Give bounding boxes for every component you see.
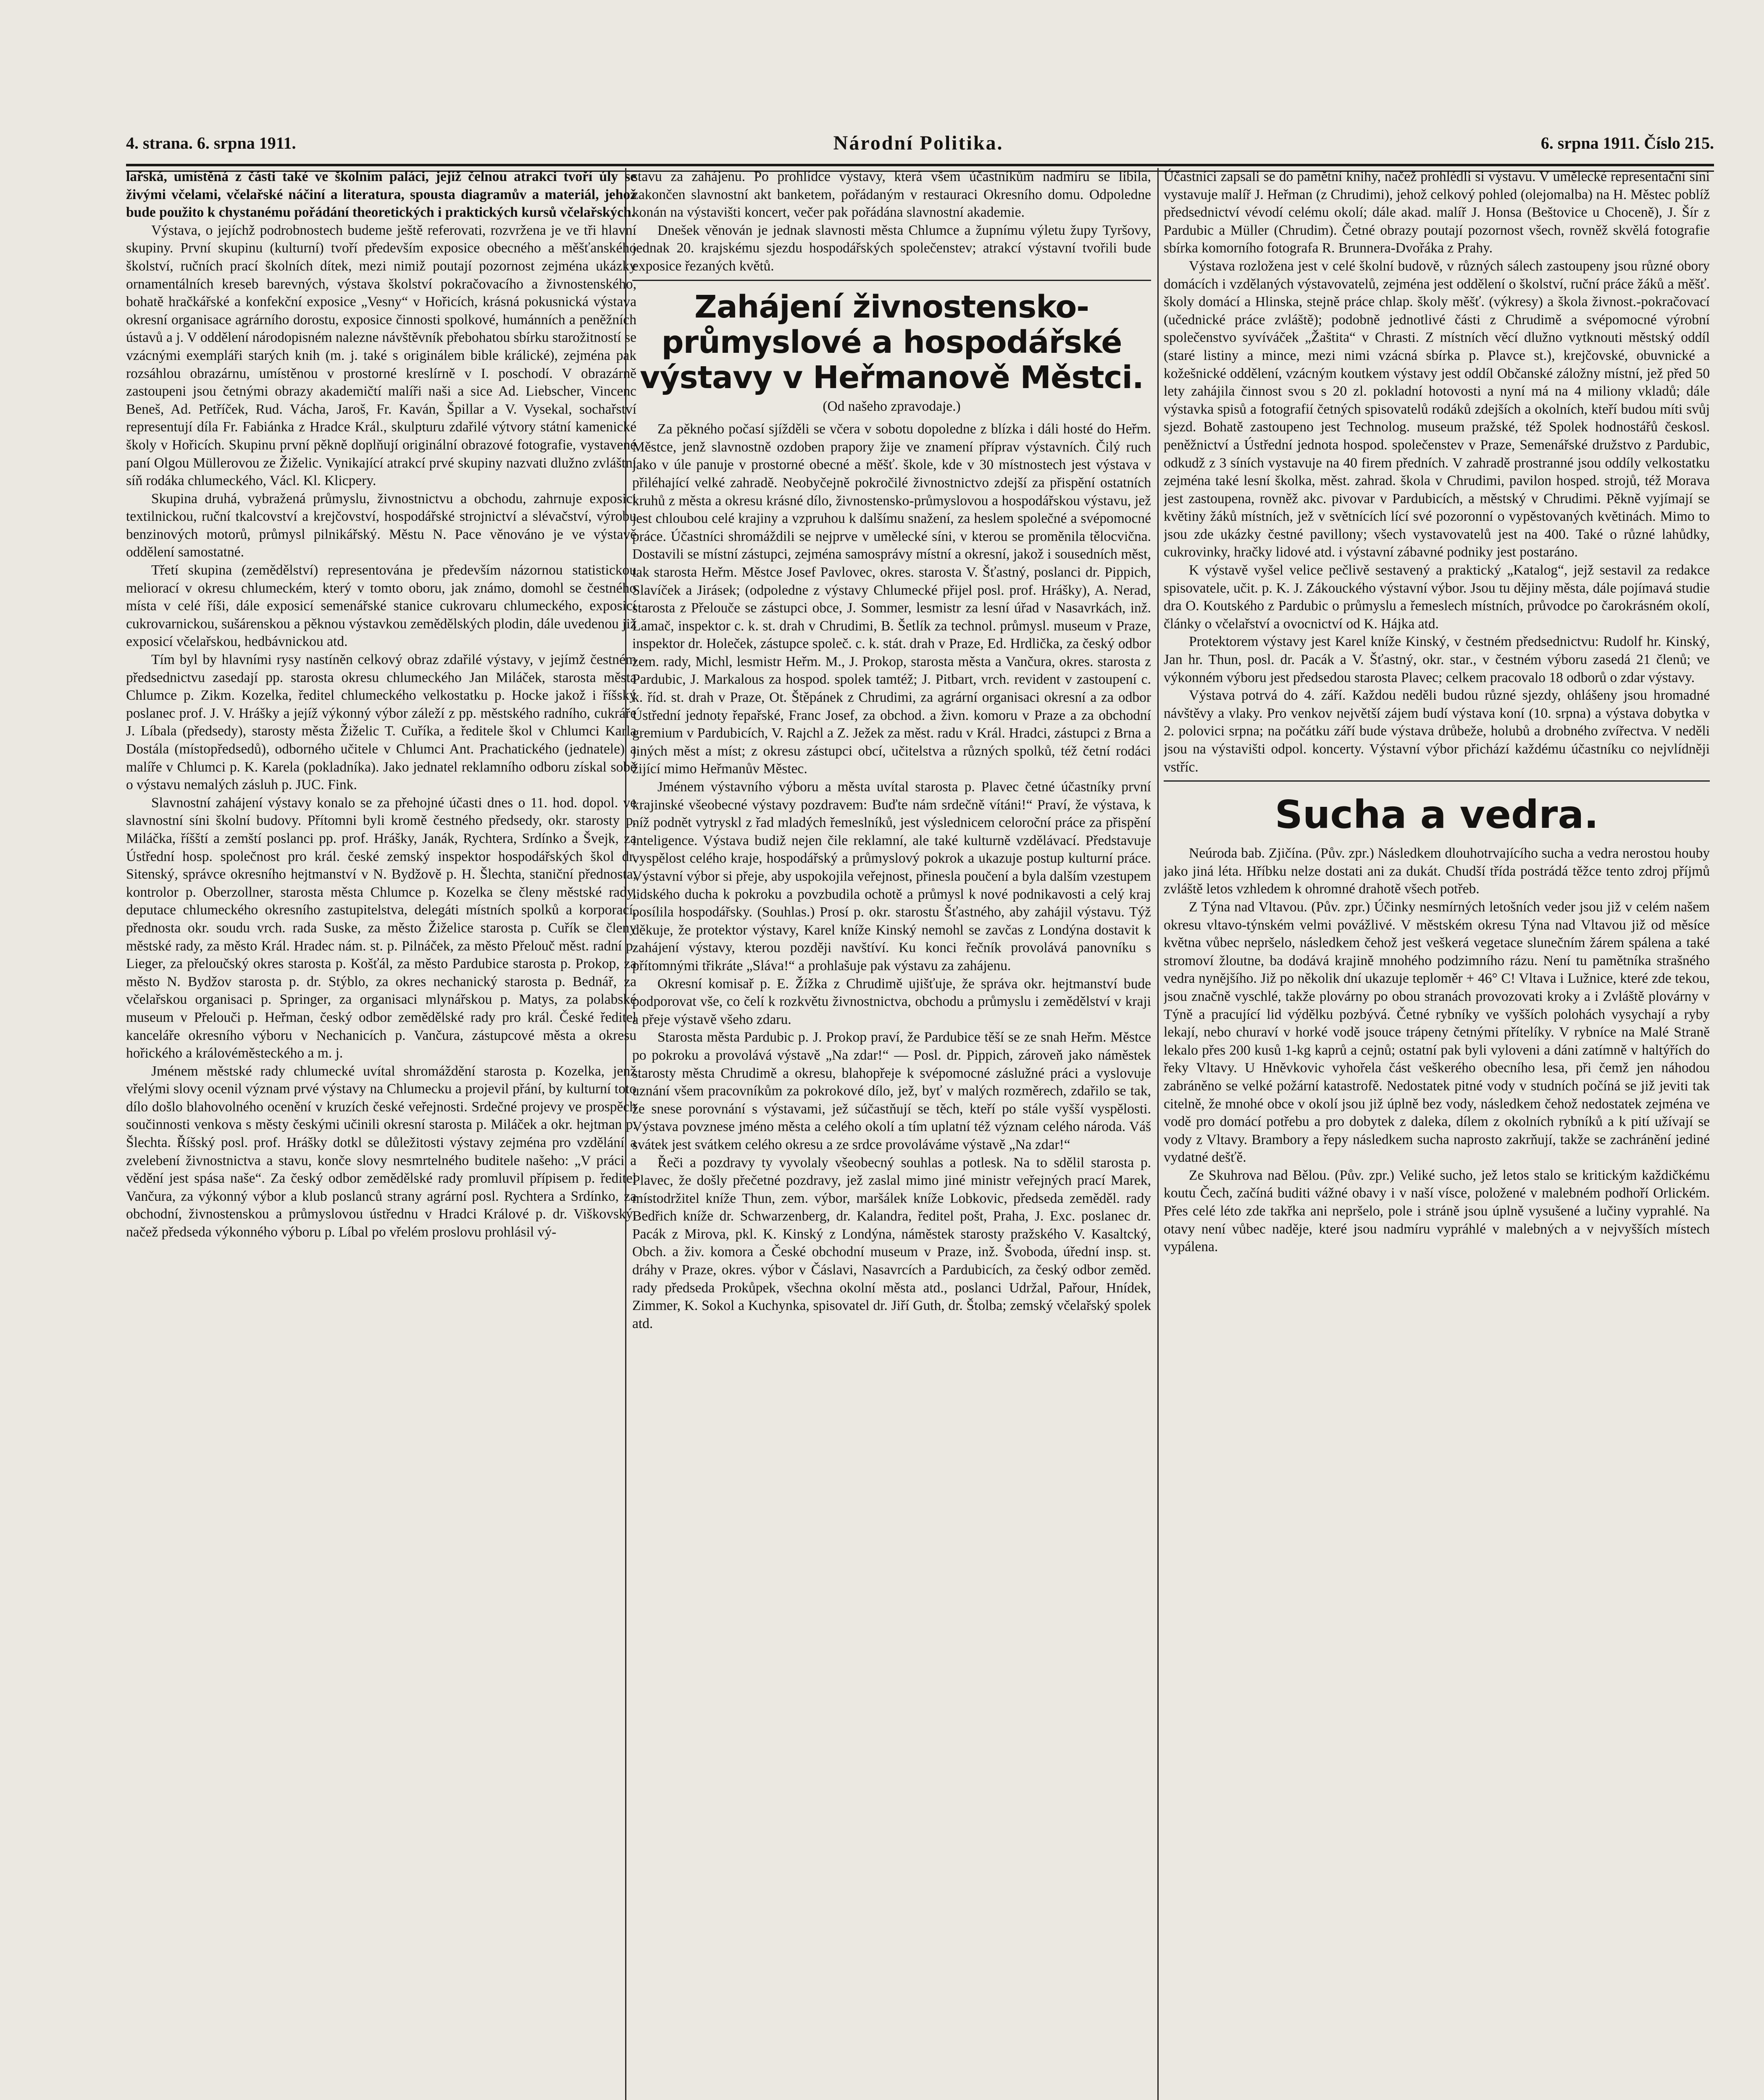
article-paragraph: Výstava rozložena jest v celé školní budově, v různých sálech zastoupeny jsou různé obory domácích i vzdělaných výstavovatelů, zejména jest oddělení o školství, ruční práce žáků a měšť. školy domácí a Hlinska, stejně práce chlap. školy měšť. (výkresy) a škola živnost.-pokračovací (učednické práce zvláště); podobně jednotlivé části z Chrudimě a svépomocné výrobní společenstvo syvíváček „Žaštita“ v Chrasti. Z místních věcí dlužno vytknouti městský oddíl (staré listiny a mince, mezi nimi vzácná sbírka p. Plavce st.), krejčovské, obuvnické a kožešnické oddělení, vzácným koutkem výstavy jest oddíl Občanské záložny místní, jež před 50 lety zahájila činnost svou s 20 zl. pokladní hotovosti a nyní má na 4 miliony vkladů; dále výstavka spisů a fotografií četných spisovatelů rodáků zdejších a okolních, kteří budou míti svůj sjezd. Bohatě zastoupeno jest Technolog. museum pražské, též Spolek hodnostářů českosl. peněžnictví a Ústřední jednota hospod. společenstev v Praze, Semenářské družstvo z Pardubic, odkudž z 3 síních vystavuje na 40 firem předních. V zahradě prostranné jsou oddíly velkostatku zejména také lesní školka, měst. zahrad. škola v Chrudimi, pavilon hosped. strojů, též Morava jest zastoupena, rovněž akc. pivovar v Pardubicích, a městský v Chrudimi. Pěkně vyjímají se květiny žáků místních, jež v světnících lící své pozoronní o vypěstovaných květinách. Mimo to jsou zde ukázky čestné pavillony; všech vystavovatelů jest na 400. Také o různé lahůdky, cukrovinky, hračky lidové atd. i výstavní zábavné podniky jest postaráno. [1164,258,1710,560]
column-divider [1157,168,1159,2100]
article-paragraph: Dnešek věnován je jednak slavnosti města Chlumce a župnímu výletu župy Tyršovy, jednak 20. krajskému sjezdu hospodářských společenstev; atrakcí výstavní tvořili bude exposice řezaných květů. [632,222,1151,274]
article-paragraph: Okresní komisař p. E. Žížka z Chrudimě ujišťuje, že správa okr. hejtmanství bude podporovat vše, co čelí k rozkvětu živnostnictva, obchodu a průmyslu i zemědělství v kraji a přeje výstavě všeho zdaru. [632,976,1151,1027]
article-paragraph: K výstavě vyšel velice pečlivě sestavený a praktický „Katalog“, jejž sestavil za redakce spisovatele, učit. p. K. J. Zákouckého výstavní výbor. Jsou tu dějiny města, dále pojímavá studie dra O. Koutského z Pardubic o průmyslu a řemeslech místních, průvodce po čarokrásném okolí, články o včelařství a ovocnictví od K. Hájka atd. [1164,562,1710,632]
article-paragraph: Starosta města Pardubic p. J. Prokop praví, že Pardubice těší se ze snah Heřm. Městce po pokroku a provolává výstavě „Na zdar!“ — Posl. dr. Pippich, zároveň jako náměstek starosty města Chrudimě a okresu, blahopřeje k svépomocné záslužné práci a vyslovuje uznání všem pracovníkům za pokrokové dílo, jež, byť v malých rozměrech, zdařilo se tak, že snese porovnání s výstavami, jež súčastňují se těch, kteří po stále vyšší vyspělosti. Výstava povznese jméno města a celého okolí a tím uplatní též význam celého národa. Váš svátek jest svátkem celého okresu a ze srdce provoláváme výstavě „Na zdar!“ [632,1029,1151,1152]
masthead: Národní Politika. [833,131,1004,154]
column-3 [1164,168,1710,2100]
article-paragraph: Účastníci zapsali se do pamětní knihy, načež prohlédli si výstavu. V umělecké representační síni vystavuje malíř J. Heřman (z Chrudimi), jehož celkový pohled (olejomalba) na H. Městec poblíž předsednictví vévodí celému okolí; dále akad. malíř J. Honsa (Beštovice u Choceně), J. Šír z Pardubic a Müller (Chrudim). Četné obrazy poutají pozornost všech, rovněž skvělá fotografie sbírka komorního fotografa R. Brunnera-Dvořáka z Prahy. [1164,169,1710,256]
column-1 [126,168,636,2100]
section-rule [1164,780,1710,782]
article-paragraph: Neúroda bab. Zjičína. (Pův. zpr.) Následkem dlouhotrvajícího sucha a vedra nerostou houby jako jiná léta. Hříbku nelze dostati ani za dukát. Chudší třída postrádá těžce tento zdroj příjmů zvláště letos vzhledem k ohromné drahotě všech potřeb. [1164,845,1710,897]
article-paragraph: Řeči a pozdravy ty vyvolaly všeobecný souhlas a potlesk. Na to sdělil starosta p. Plavec, že došly přečetné pozdravy, jež zaslal mimo jiné ministr veřejných prací Marek, místodržitel kníže Thun, zem. výbor, maršálek kníže Lobkovic, předseda zeměděl. rady Bedřich kníže dr. Schwarzenberg, dr. Kalandra, ředitel pošt, Praha, J. Exc. poslanec dr. Pacák z Mirova, pkl. K. Kinský z Londýna, náměstek starosty pražského V. Kasaltcký, Obch. a živ. komora a České obchodní museum v Praze, inž. Švoboda, úřední insp. st. dráhy v Praze, okres. výbor v Čáslavi, Nasavrcích a Pardubicích, za český odbor zeměd. rady předseda Prokůpek, všechna okolní města atd., poslanci Udržal, Pařour, Hnídek, Zimmer, K. Sokol a Kuchynka, spisovatel dr. Jiří Guth, dr. Štolba; zemský včelařský spolek atd. [632,1155,1151,1331]
column-2 [632,168,1151,2100]
article-paragraph: Skupina druhá, vybražená průmyslu, živnostnictvu a obchodu, zahrnuje exposici textilnickou, ruční tkalcovství a krejčovství, hospodářské strojnictví a slévačství, výrobu benzinových motorů, průmysl pilnikářský. Městu N. Pace věnováno je ve výstavě oddělení samostatné. [126,491,636,560]
article-byline: (Od našeho zpravodaje.) [823,398,961,414]
article-paragraph: Jménem městské rady chlumecké uvítal shromáždění starosta p. Kozelka, jenž vřelými slovy ocenil význam prvé výstavy na Chlumecku a projevil přání, by kulturní toto dílo došlo blahovolného ocenění v kruzích české veřejnosti. Srdečné projevy ve prospěch součinnosti venkova s městy českými učinili okresní starosta p. Miláček a okr. hejtman p. Šlechta. Říšský posl. prof. Hrášky dotkl se důležitosti výstavy zejména pro vzdělání a zvelebení živnostnictva a stavu, konče slovy nesmrtelného buditele našeho: „V práci a vědění jest spása naše“. Za český odbor zemědělské rady promluvil přípisem p. ředitel Vančura, za výkonný výbor a klub poslanců strany agrární posl. Rychtera a Srdínko, za obchodní, živnostenskou a průmyslovou ústřednu v Hradci Králové p. dr. Viškovský, načež předseda výkonného výboru p. Líbal po vřelém proslovu prohlásil vý- [126,1063,636,1240]
header-right-issue: 6. srpna 1911. Číslo 215. [1541,133,1714,152]
article-paragraph: Slavnostní zahájení výstavy konalo se za přehojné účasti dnes o 11. hod. dopol. ve slavnostní síni školní budovy. Přítomni byli kromě čestného předsedy, okr. starosty p. Miláčka, říšští a zemští poslanci pp. prof. Hrášky, Janák, Rychtera, Srdínko a Švejk, za Ústřední hosp. společnost pro král. české zemský inspektor hospodářských škol dr. Sitenský, správce okresního hejtmanství v N. Bydžově p. H. Šlechta, staniční přednosta, kontrolor p. Oberzollner, starosta města Chlumce p. Kozelka se členy městské rady, deputace chlumeckého okresního zastupitelstva, delegáti místních spolků a korporací, přednosta okr. soudu vrch. rada Suske, za město Žiželice starosta p. Cuřík se členy městské rady, za město Král. Hradec nám. st. p. Pilnáček, za město Přelouč měst. radní p. Lieger, za přeloučský okres starosta p. Košťál, za město Pardubice starosta p. Prokop, za město N. Bydžov starosta p. dr. Stýblo, za okres nechanický starosta p. Bednář, za včelařskou organisaci p. Springer, za organisaci mlynářskou p. Matys, za polabské museum v Přelouči p. Heřman, český odbor zemědělské rady pro král. České ředitel kanceláře okresního výboru v Nechanicích p. Vančura, zástupcové města a okresu hořického a královéměsteckého a m. j. [126,795,636,1061]
article-paragraph: Protektorem výstavy jest Karel kníže Kinský, v čestném předsednictvu: Rudolf hr. Kinský, Jan hr. Thun, posl. dr. Pacák a V. Šťastný, okr. star., v čestném výboru zasedá 21 členů; ve výkonném výboru jest předsedou starosta Plavec; celkem pracovalo 18 odborů o zdar výstavy. [1164,634,1710,685]
header-left-date: 4. strana. 6. srpna 1911. [126,133,296,152]
article-headline: Zahájení živnostensko-průmyslové a hospodářské výstavy v Heřmanově Městci. [639,289,1144,396]
page-header [126,126,1714,160]
article-headline: Sucha a vedra. [1275,792,1599,837]
article-paragraph: stavu za zahájenu. Po prohlídce výstavy, která všem účastníkům nadmíru se líbila, zakončen slavnostní akt banketem, pořádaným v restauraci Okresního domu. Odpoledne konán na výstavišti koncert, večer pak pořádána slavnostní akademie. [632,169,1151,220]
article-paragraph: Třetí skupina (zemědělství) representována je především názornou statistickou meliorací v okresu chlumeckém, který v tomto oboru, jak známo, domohl se čestného místa v celé říši, dále exposicí semenářské stanice cukrovaru chlumeckého, exposicí cukrovarnickou, sušárenskou a pěknou výstavkou zemědělských plodin, dále uvedenou již exposicí včelařskou, hedbávnickou atd. [126,562,636,650]
section-rule [632,280,1151,281]
article-paragraph: Za pěkného počasí sjížděli se včera v sobotu dopoledne z blízka i dáli hosté do Heřm. Městce, jenž slavnostně ozdoben prapory žije ve znamení příprav výstavních. Čilý ruch jako v úle panuje v prostorné obecné a měšť. škole, kde v 30 místnostech jest výstava v přiléhající velké zahradě. Neobyčejně pokročilé živnostnictvo zdejší za přispění ostatních kruhů z města a okresu krásné dílo, živnostensko-průmyslovou a hospodářskou výstavu, jež jest chloubou celé krajiny a vzpruhou k dalšímu snažení, za heslem společné a svépomocné práce. Účastníci shromáždili se nejprve v umělecké síni, v kterou se proměnila tělocvična. Dostavili se místní zástupci, zejména samosprávy místní a okresní, jakož i sousedních měst, tak starosta Heřm. Městce Josef Pavlovec, okres. starosta V. Šťastný, poslanci dr. Pippich, Slavíček a Jirásek; (odpoledne z výstavy Chlumecké přijel posl. prof. Hrášky), A. Nerad, starosta z Přelouče se zástupci obce, J. Sommer, lesmistr za lesní úřad v Nasavrkách, inž. Lamač, inspektor c. k. st. drah v Chrudimi, B. Šetlík za technol. průmysl. museum v Praze, inspektor dr. Holeček, zástupce společ. c. k. stát. drah v Praze, Ed. Hrdlička, za český odbor zem. rady, Michl, lesmistr Heřm. M., J. Prokop, starosta města a Vančura, okres. starosta z Pardubic, J. Markalous za hospod. spolek tamtéž; J. Pitbart, vrch. revident v zastoupení c. k. říd. st. drah v Praze, Ot. Štěpánek z Chrudimi, za agrární organisaci okresní a za odbor Ústřední jednoty řepařské, Franc Josef, za obchod. a živn. komoru v Praze a za obchodní gremium v Pardubicích, V. Rajchl a Z. Ježek za měst. radu v Král. Hradci, zástupci z Brna a jiných měst a míst; z okresu zástupci obcí, učitelstva a různých spolků, též četní rodáci žijící mimo Heřmanův Městec. [632,421,1151,777]
article-paragraph: Výstava potrvá do 4. září. Každou neděli budou různé sjezdy, ohlášeny jsou hromadné návštěvy a vlaky. Pro venkov největší zájem budí výstava koní (10. srpna) a výstava dobytka v 2. polovici srpna; na počátku září bude výstava drůbeže, holubů a drobného zvířectva. V neděli jsou na výstavišti odpol. koncerty. Výstavní výbor přichází každému účastníku co nejvlídněji vstříc. [1164,688,1710,775]
article-paragraph: lařská, umístěná z části také ve školním paláci, jejíž čelnou atrakci tvoří úly se živými včelami, včelařské náčiní a literatura, spousta diagramův a materiál, jehož bude použito k chystanému pořádání theoretických i praktických kursů včelařských. [126,169,636,220]
article-paragraph: Výstava, o jejíchž podrobnostech budeme ještě referovati, rozvržena je ve tři hlavní skupiny. První skupinu (kulturní) tvoří především exposice obecného a měšťanského školství, ručních prací školních dítek, mezi nimiž poutají pozornost zejména ukázky ornamentálních kreseb barevných, výstava školství pokračovacího a živnostenského, bohatě hračkářské a konfekční exposice „Vesny“ v Hořicích, krásná pokusnická výstava okresní organisace agrárního dorostu, exposice činnosti spolkové, humánních a peněžních ústavů a j. V oddělení národopisném nalezne návštěvník přebohatou sbírku starožitností se vzácnými exempláři starých knih (m. j. také s originálem bible králické), zejména pak rozsáhlou obrazárnu, umístěnou v prostorné kreslírně v I. poschodí. V obrazárně zastoupeni jsou četnými obrazy akademičtí malíři naši a sice Ad. Liebscher, Vincenc Beneš, Ad. Petříček, Rud. Vácha, Jaroš, Fr. Kaván, Špillar a V. Vysekal, sochařství representují díla Fr. Fabiánka z Hradce Král., skulpturu zdařilé výtvory státní kamenické školy v Hořicích. Skupinu první pěkně doplňují originální obrazové fotografie, vystavené paní Olgou Müllerovou ze Žiželic. Vynikající atrakcí prvé skupiny nazvati dlužno zvláštní síň rodáka chlumeckého, Václ. Kl. Klicpery. [126,222,636,489]
article-paragraph: Jménem výstavního výboru a města uvítal starosta p. Plavec četné účastníky první krajinské všeobecné výstavy pozdravem: Buďte nám srdečně vítáni!“ Praví, že výstava, k níž podnět vytryskl z řad mladých řemeslníků, jest výslednicem celoroční práce za přispění inteligence. Výstava budiž nejen čile reklamní, ale také kulturně vzdělávací. Představuje vyspělost celého kraje, hospodářský a průmyslový pokrok a ukazuje postup kulturní práce. Výstavní výbor si přeje, aby uspokojila veřejnost, přinesla poučení a byla dalším vzestupem lidského ducha k pokroku a povzbudila ochotě a průmysl k nové podnikavosti a celý kraj posílila hospodářsky. (Souhlas.) Prosí p. okr. starostu Šťastného, aby zahájil výstavu. Týž děkuje, že protektor výstavy, Karel kníže Kinský nemohl se zavčas z Londýna dostavit k zahájení výstavy, kterou později navštíví. Ku konci řečník provolává panovníku s přítomnými třikráte „Sláva!“ a prohlašuje pak výstavu za zahájenu. [632,779,1151,974]
article-paragraph: Ze Skuhrova nad Bělou. (Pův. zpr.) Veliké sucho, jež letos stalo se kritickým každičkému koutu Čech, začíná buditi vážné obavy i v naší vísce, položené v malebném podhoří Orlickém. Přes celé léto zde takřka ani nepršelo, pole i stráně jsou úplně vysušené a lučiny vyprahlé. Na otavy není vůbec naděje, které jsou nadmíru vypráhlé v malebných a v nejvyšších místech vypálena. [1164,1167,1710,1255]
article-paragraph: Tím byl by hlavními rysy nastíněn celkový obraz zdařilé výstavy, v jejímž čestném předsednictvu zasedají pp. starosta okresu chlumeckého Jan Miláček, starosta města Chlumce p. Zikm. Kozelka, ředitel chlumeckého velkostatku p. Hocke jakož i říšský poslanec prof. J. V. Hrášky a jejíž výkonný výbor záleží z pp. městského radního, cukráře J. Líbala (předsedy), starosty města Žiželic T. Cuříka, a ředitele škol v Chlumci Karla Dostála (místopředsedů), odborného učitele v Chlumci Ant. Prachatického (jednatele) a malíře v Chlumci p. K. Karela (pokladníka). Jako jednatel reklamního odboru získal sobě o výstavu nemalých zásluh p. JUC. Fink. [126,652,636,793]
article-paragraph: Z Týna nad Vltavou. (Pův. zpr.) Účinky nesmírných letošních veder jsou již v celém našem okresu vltavo-týnském velmi povážlivé. V městském okresu Týna nad Vltavou již od měsíce května vůbec nepršelo, následkem čehož jest veškerá vegetace slunečním žárem spálena a také stromoví žloutne, ba dodává krajině mnohého podzimního rázu. Není tu pamětníka strašného vedra nynějšího. Již po několik dní ukazuje teploměr + 46° C! Vltava i Lužnice, které zde tekou, jsou značně vyschlé, takže plovárny po obou stranách provozovati kroky a i Zvláště plovárny v Týně a pracující lid výdělku pozbývá. Četné rybníky ve vyšších polohách vysychají a ryby lekají, nebo churaví v horké vodě jsouce trápeny četnými přítelíky. V rybníce na Malé Straně lekalo přes 200 kusů 1-kg kaprů a cejnů; ostatní pak byli vyloveni a dáni zatímně v haltýřích do řeky Vltavy. U Hněvkovic vyhořela část veškerého obecního lesa, při čemž jen náhodou zabráněno se velké požární katastrofě. Nedostatek pitné vody v studních počíná se již jeviti tak citelně, že mnohé obce v okolí jsou již úplně bez vody, následkem čehož nedostatek zejména ve vodě pro domácí potřebu a pro dobytek z daleka, dílem z okolních rybníků a k pití užívají se vody z Vltavy. Brambory a řepy následkem sucha naprosto zakrňují, takže se zachránění jediné vydatné dešťě. [1164,899,1710,1166]
